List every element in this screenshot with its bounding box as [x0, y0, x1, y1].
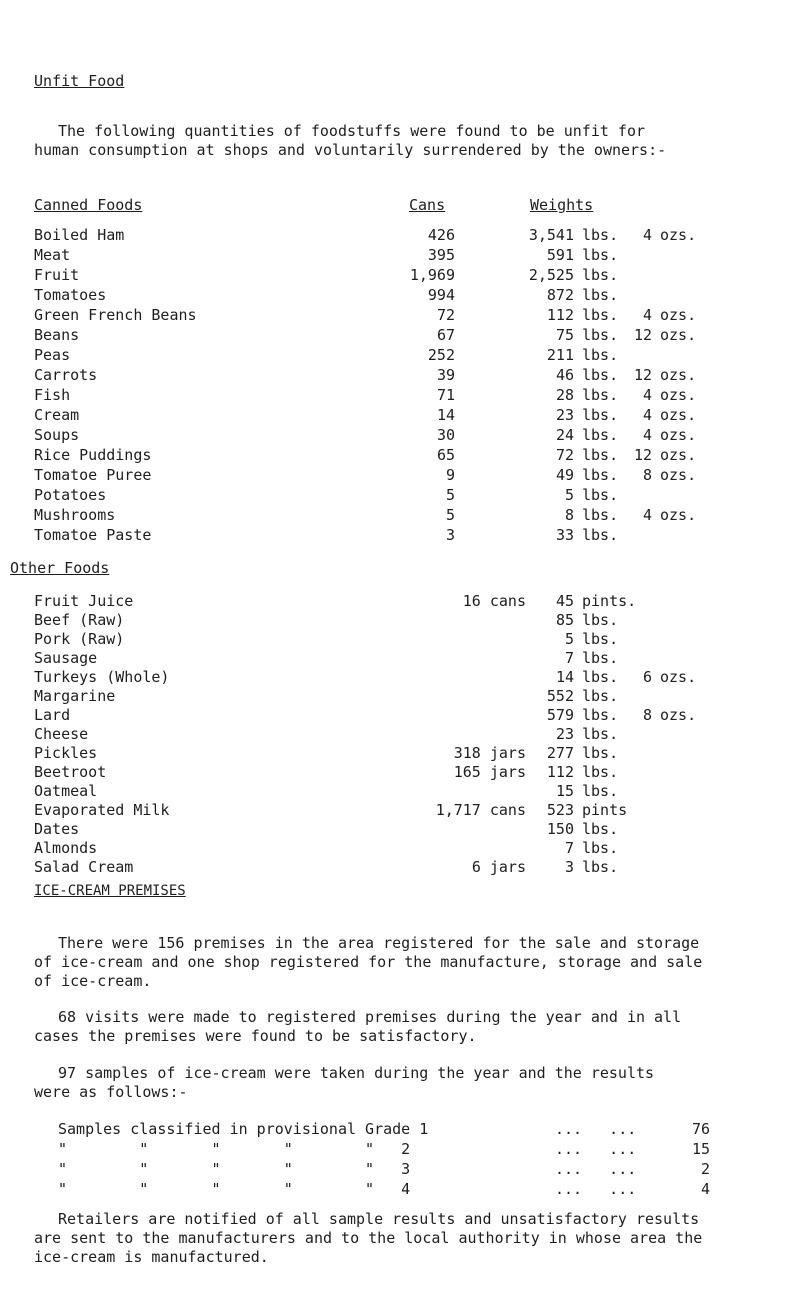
- container-quantity: 318 jars: [453, 744, 526, 762]
- item-name: Mushrooms: [34, 506, 116, 524]
- table-row: [0, 858, 801, 880]
- item-name: Tomatoes: [34, 286, 107, 304]
- cans-count: 30: [436, 426, 455, 444]
- table-row: [0, 226, 801, 248]
- table-row: [0, 346, 801, 368]
- weight-unit: pints.: [582, 592, 637, 610]
- cans-count: 1,969: [409, 266, 455, 284]
- item-name: Beetroot: [34, 763, 107, 781]
- weight-value: 579: [546, 706, 574, 724]
- extra-unit: ozs.: [660, 466, 697, 484]
- table-row: [0, 506, 801, 528]
- weight-unit: lbs.: [582, 706, 619, 724]
- item-name: Evaporated Milk: [34, 801, 170, 819]
- table-row: [0, 266, 801, 288]
- list-item: [0, 1140, 801, 1162]
- item-name: Margarine: [34, 687, 116, 705]
- weight-value: 49: [555, 466, 574, 484]
- weight-unit: lbs.: [582, 306, 619, 324]
- weight-unit: lbs.: [582, 426, 619, 444]
- item-name: Beans: [34, 326, 80, 344]
- weight-value: 2,525: [528, 266, 574, 284]
- table-row: [0, 406, 801, 428]
- list-item: [0, 1180, 801, 1202]
- item-name: Cream: [34, 406, 80, 424]
- item-name: Meat: [34, 246, 71, 264]
- weight-value: 85: [555, 611, 574, 629]
- item-name: Tomatoe Puree: [34, 466, 152, 484]
- cans-count: 71: [436, 386, 455, 404]
- weight-value: 112: [546, 306, 574, 324]
- item-name: Potatoes: [34, 486, 107, 504]
- cans-count: 9: [445, 466, 455, 484]
- weight-value: 112: [546, 763, 574, 781]
- extra-unit: ozs.: [660, 446, 697, 464]
- canned-foods-header: Canned Foods: [34, 196, 143, 214]
- sample-count: 2: [700, 1160, 710, 1178]
- para1-line-1: There were 156 premises in the area registered for the sale and storage: [58, 934, 700, 952]
- weight-value: 45: [555, 592, 574, 610]
- intro-line-1: The following quantities of foodstuffs were found to be unfit for: [58, 122, 645, 140]
- weight-value: 24: [555, 426, 574, 444]
- weight-value: 33: [555, 526, 574, 544]
- weights-column-header: Weights: [530, 196, 594, 214]
- weight-unit: lbs.: [582, 406, 619, 424]
- item-name: Fruit: [34, 266, 80, 284]
- extra-value: 8: [642, 706, 652, 724]
- sample-count: 76: [691, 1120, 710, 1138]
- sample-grade-label: Samples classified in provisional Grade 1: [58, 1120, 429, 1138]
- page-title: Unfit Food: [34, 72, 125, 90]
- item-name: Salad Cream: [34, 858, 134, 876]
- item-name: Carrots: [34, 366, 98, 384]
- weight-unit: lbs.: [582, 858, 619, 876]
- extra-value: 12: [633, 366, 652, 384]
- weight-unit: lbs.: [582, 526, 619, 544]
- container-quantity: 165 jars: [453, 763, 526, 781]
- table-row: [0, 306, 801, 328]
- para3-line-2: were as follows:-: [34, 1083, 188, 1101]
- weight-unit: lbs.: [582, 687, 619, 705]
- weight-value: 8: [564, 506, 574, 524]
- weight-unit: lbs.: [582, 386, 619, 404]
- cans-count: 39: [436, 366, 455, 384]
- weight-value: 28: [555, 386, 574, 404]
- cans-count: 5: [445, 486, 455, 504]
- weight-value: 46: [555, 366, 574, 384]
- cans-count: 994: [427, 286, 455, 304]
- item-name: Fish: [34, 386, 71, 404]
- extra-unit: ozs.: [660, 706, 697, 724]
- extra-unit: ozs.: [660, 226, 697, 244]
- container-quantity: 1,717 cans: [435, 801, 526, 819]
- cans-count: 5: [445, 506, 455, 524]
- extra-unit: ozs.: [660, 306, 697, 324]
- weight-unit: pints: [582, 801, 628, 819]
- sample-grade-label: " " " " " 3: [58, 1160, 411, 1178]
- weight-value: 72: [555, 446, 574, 464]
- table-row: [0, 366, 801, 388]
- table-row: [0, 246, 801, 268]
- cans-count: 426: [427, 226, 455, 244]
- para3-line-1: 97 samples of ice-cream were taken during the year and the results: [58, 1064, 655, 1082]
- sample-count: 15: [691, 1140, 710, 1158]
- sample-grade-label: " " " " " 4: [58, 1180, 411, 1198]
- weight-value: 277: [546, 744, 574, 762]
- item-name: Dates: [34, 820, 80, 838]
- weight-value: 3: [564, 858, 574, 876]
- table-row: [0, 486, 801, 508]
- extra-unit: ozs.: [660, 326, 697, 344]
- weight-value: 3,541: [528, 226, 574, 244]
- leader-dots: ... ...: [555, 1120, 637, 1138]
- list-item: [0, 1120, 801, 1142]
- weight-value: 5: [564, 630, 574, 648]
- extra-value: 4: [642, 306, 652, 324]
- weight-value: 523: [546, 801, 574, 819]
- para1-line-3: of ice-cream.: [34, 972, 152, 990]
- table-row: [0, 466, 801, 488]
- weight-unit: lbs.: [582, 286, 619, 304]
- item-name: Beef (Raw): [34, 611, 125, 629]
- item-name: Cheese: [34, 725, 89, 743]
- cans-count: 252: [427, 346, 455, 364]
- extra-value: 8: [642, 466, 652, 484]
- table-row: [0, 526, 801, 548]
- para4-line-2: are sent to the manufacturers and to the local authority in whose area the: [34, 1229, 703, 1247]
- item-name: Pickles: [34, 744, 98, 762]
- table-row: [0, 426, 801, 448]
- item-name: Pork (Raw): [34, 630, 125, 648]
- sample-count: 4: [700, 1180, 710, 1198]
- weight-value: 150: [546, 820, 574, 838]
- item-name: Green French Beans: [34, 306, 197, 324]
- table-row: [0, 286, 801, 308]
- cans-count: 67: [436, 326, 455, 344]
- weight-value: 7: [564, 649, 574, 667]
- other-foods-header: Other Foods: [10, 559, 110, 577]
- extra-value: 4: [642, 226, 652, 244]
- weight-unit: lbs.: [582, 725, 619, 743]
- weight-unit: lbs.: [582, 266, 619, 284]
- weight-unit: lbs.: [582, 839, 619, 857]
- item-name: Tomatoe Paste: [34, 526, 152, 544]
- extra-value: 12: [633, 446, 652, 464]
- weight-value: 23: [555, 406, 574, 424]
- extra-value: 4: [642, 506, 652, 524]
- cans-count: 3: [445, 526, 455, 544]
- item-name: Rice Puddings: [34, 446, 152, 464]
- extra-unit: ozs.: [660, 426, 697, 444]
- weight-unit: lbs.: [582, 782, 619, 800]
- cans-count: 65: [436, 446, 455, 464]
- weight-value: 7: [564, 839, 574, 857]
- leader-dots: ... ...: [555, 1140, 637, 1158]
- weight-unit: lbs.: [582, 820, 619, 838]
- weight-unit: lbs.: [582, 346, 619, 364]
- weight-value: 211: [546, 346, 574, 364]
- sample-grade-label: " " " " " 2: [58, 1140, 411, 1158]
- extra-unit: ozs.: [660, 506, 697, 524]
- item-name: Boiled Ham: [34, 226, 125, 244]
- item-name: Sausage: [34, 649, 98, 667]
- extra-value: 4: [642, 426, 652, 444]
- intro-line-2: human consumption at shops and voluntarily surrendered by the owners:-: [34, 141, 667, 159]
- table-row: [0, 446, 801, 468]
- weight-unit: lbs.: [582, 446, 619, 464]
- container-quantity: 6 jars: [471, 858, 526, 876]
- para1-line-2: of ice-cream and one shop registered for the manufacture, storage and sale: [34, 953, 703, 971]
- extra-value: 4: [642, 406, 652, 424]
- weight-unit: lbs.: [582, 486, 619, 504]
- extra-unit: ozs.: [660, 366, 697, 384]
- weight-unit: lbs.: [582, 649, 619, 667]
- weight-unit: lbs.: [582, 246, 619, 264]
- weight-unit: lbs.: [582, 630, 619, 648]
- weight-unit: lbs.: [582, 763, 619, 781]
- extra-unit: ozs.: [660, 406, 697, 424]
- item-name: Oatmeal: [34, 782, 98, 800]
- weight-value: 23: [555, 725, 574, 743]
- para2-line-1: 68 visits were made to registered premises during the year and in all: [58, 1008, 682, 1026]
- extra-value: 12: [633, 326, 652, 344]
- weight-value: 872: [546, 286, 574, 304]
- para2-line-2: cases the premises were found to be satisfactory.: [34, 1027, 477, 1045]
- list-item: [0, 1160, 801, 1182]
- extra-unit: ozs.: [660, 386, 697, 404]
- ice-cream-heading: ICE-CREAM PREMISES: [34, 883, 186, 899]
- extra-value: 6: [642, 668, 652, 686]
- cans-count: 14: [436, 406, 455, 424]
- leader-dots: ... ...: [555, 1180, 637, 1198]
- cans-count: 72: [436, 306, 455, 324]
- table-row: [0, 386, 801, 408]
- weight-unit: lbs.: [582, 668, 619, 686]
- item-name: Peas: [34, 346, 71, 364]
- leader-dots: ... ...: [555, 1160, 637, 1178]
- weight-value: 75: [555, 326, 574, 344]
- weight-value: 14: [555, 668, 574, 686]
- table-row: [0, 326, 801, 348]
- item-name: Turkeys (Whole): [34, 668, 170, 686]
- item-name: Soups: [34, 426, 80, 444]
- item-name: Almonds: [34, 839, 98, 857]
- para4-line-1: Retailers are notified of all sample results and unsatisfactory results: [58, 1210, 700, 1228]
- extra-unit: ozs.: [660, 668, 697, 686]
- extra-value: 4: [642, 386, 652, 404]
- weight-unit: lbs.: [582, 366, 619, 384]
- weight-unit: lbs.: [582, 744, 619, 762]
- weight-unit: lbs.: [582, 326, 619, 344]
- weight-unit: lbs.: [582, 466, 619, 484]
- cans-column-header: Cans: [409, 196, 446, 214]
- weight-unit: lbs.: [582, 226, 619, 244]
- cans-count: 395: [427, 246, 455, 264]
- weight-value: 5: [564, 486, 574, 504]
- item-name: Lard: [34, 706, 71, 724]
- para4-line-3: ice-cream is manufactured.: [34, 1248, 269, 1266]
- weight-value: 552: [546, 687, 574, 705]
- weight-unit: lbs.: [582, 506, 619, 524]
- weight-unit: lbs.: [582, 611, 619, 629]
- weight-value: 15: [555, 782, 574, 800]
- item-name: Fruit Juice: [34, 592, 134, 610]
- container-quantity: 16 cans: [462, 592, 526, 610]
- weight-value: 591: [546, 246, 574, 264]
